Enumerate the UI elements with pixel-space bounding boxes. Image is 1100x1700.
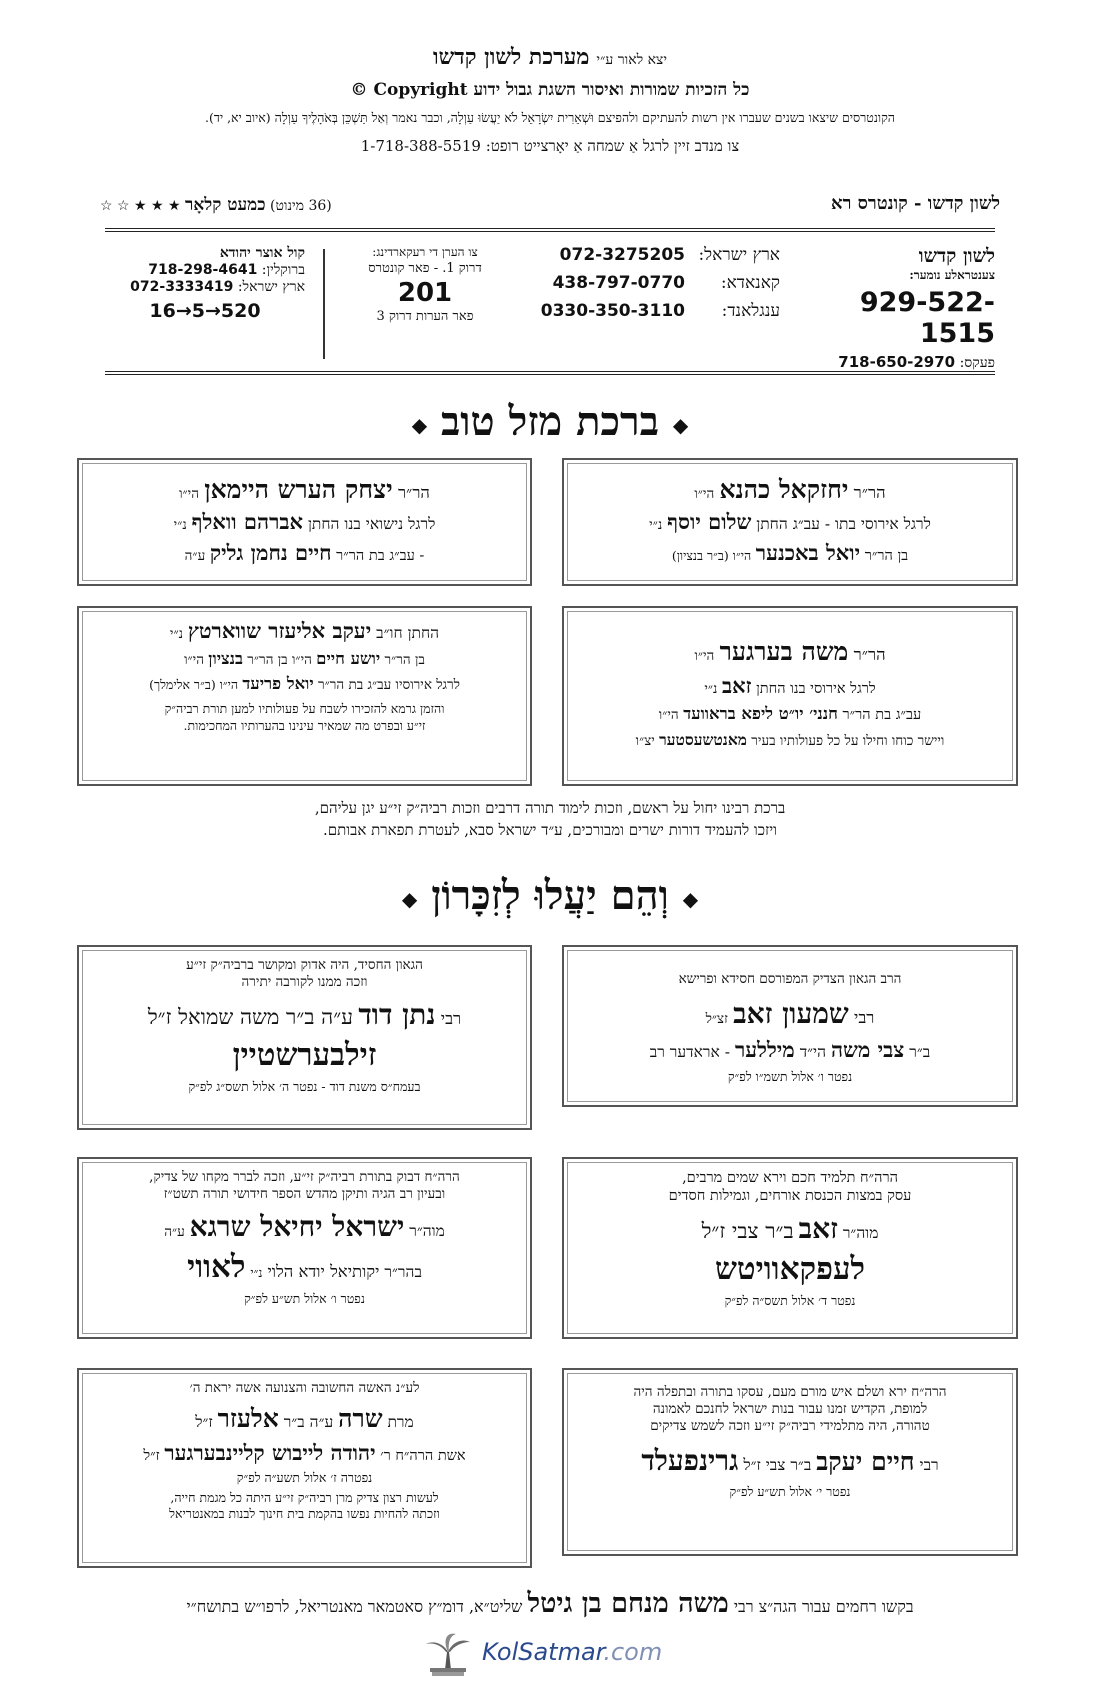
mazal-tov-title: ◆ ברכת מזל טוב ◆ [411,398,689,445]
bullet-icon: ◆ [401,887,418,911]
mazal-tov-box: החתן חו״ב יעקב אליעזר שווארטץ נ״י בן הר״ר יושע חיים הי״ו בן הר״ר בנציון הי״ו לרגל אירוסיו עב״ג בת הר״ר יואל פריעד הי״ו (ב״ר אלימלך) והזמן גרמא להזכירו לשבח על פעולותיו למען תורת רביה״ק זי״ע ובפרט מה שמאיר עינינו בהערותיו המחכימות. [77,606,532,786]
mazal-tov-box: הר״ר יחזקאל כהנא הי״ו לרגל אירוסי בתו - עב״ג החתן שלום יוסף נ״י בן הר״ר יואל באכנער הי״ו (ב״ר בנציון) [562,458,1018,586]
central-number-block: לשון קדשו צענטראלע נומער: 929-522-1515 פעקס: 718-650-2970 [805,245,995,372]
subheader [100,193,1000,219]
memorial-box: הרה״ח דבוק בתורת רביה״ק זי״ע, וזכה לברר מקחו של צדיק, ובעיון רב הגיה ותיקן מהדש הספר חידושי תורה תשט״ז מוה״ר ישראל יחיאל שרגא ע״ה בהר״ר יקותיאל יודא הלוי נ״י לאווי נפטר ו׳ אלול תש״ע לפ״ק [77,1157,532,1339]
copyright-line: כל הזכיות שמורות ואיסור השגת גבול ידוע Copyright © [350,80,750,100]
memorial-box: הגאון החסיד, היה אדוק ומקושר ברביה״ק זי״ע וזכה ממנו לקורבה יתירה רבי נתן דוד ע״ה ב״ר משה שמואל ז״ל זילבערשטיין בעמח״ס משנת דוד - נפטר ה׳ אלול תשס״ג לפ״ק [77,945,532,1130]
rating-stars: ★ ★ ★ ☆ ☆ [100,198,181,214]
booklet-number: 201 [397,278,453,308]
palm-tree-books-icon [420,1630,476,1678]
memorial-box: הרב הגאון הצדיק המפורסם חסידא ופרישא רבי שמעון זאב זצ״ל ב״ר צבי משה הי״ד מיללער - אראדער רב נפטר ו׳ אלול תשמ״ו לפ״ק [562,945,1018,1107]
country-numbers-block: ארץ ישראל: 072-3275205 קאנאדא: 438-797-0770 ענגלאנד: 0330-350-3110 [540,245,780,321]
memorial-box: לע״נ האשה החשובה והצנועה אשה יראת ה׳ מרת שרה ע״ה ב״ר אלעזר ז״ל אשת הרה״ח ר׳ יהודה לייבוש קליינבערגער ז״ל נפטרה ז׳ אלול תשע״ה לפ״ק לעשות רצון צדיק מרן רביה״ק זי״ע היתה כל מגמת חייה, וזכתה להחיות נפשו בהקמת בית חינוך לבנות במאנטריאל [77,1368,532,1568]
recording-block: צו הערן די רעקארדינג: דרוק 1. - פאר קונטרס 201 פאר הערות דרוק 3 [335,245,515,324]
bullet-icon: ◆ [682,887,699,911]
rights-notice: הקונטרסים שיצאו בשנים שעברו אין רשות להעתיקם ולהפיצם וּשְׁאֵרִית יִשְׂרָאֵל לֹא יַעֲשׂוּ עַוְלָה, וכבר נאמר וְאַל תַּשְׁכֵּן בְּאֹהָלֶיךָ עַוְלָה (איוב יא, יד). [204,110,896,125]
extension-path: 16→5→520 [149,300,261,322]
kolsatmar-logo[interactable]: KolSatmar.com [420,1630,680,1678]
booklet-title: לשון קדשו - קונטרס רא [831,193,1000,214]
mazal-tov-box: הר״ר יצחק הערש היימאן הי״ו לרגל נישואי בנו החתן אברהם וואלף נ״י - עב״ג בת הר״ר חיים נחמן גליק ע״ה [77,458,532,586]
divider [105,374,995,375]
contact-info [105,245,995,371]
memorial-box: הרה״ח תלמיד חכם וירא שמים מרבים, עסק במצות הכנסת אורחים, וגמילות חסדים מוה״ר זאב ב״ר צבי ז״ל לעפקאוויטש נפטר ד׳ אלול תשס״ה לפ״ק [562,1157,1018,1339]
mazal-tov-box: הר״ר משה בערגער הי״ו לרגל אירוסי בנו החתן זאב נ״י עב״ג בת הר״ר חנני׳ יו״ט ליפא בראוועד הי״ו ויישר כוחו וחילו על כל פעולותיו בעיר מאנטשעסטער יצ״ו [562,606,1018,786]
divider [105,371,995,372]
prayer-request: בקשו רחמים עבור הגה״צ רבי משה מנחם בן גיטל שליט״א, דומ״ץ סאטמאר מאנטריאל, לרפו״ש בתושח״י [186,1588,914,1619]
central-phone: 929-522-1515 [859,287,995,349]
divider [105,228,995,229]
difficulty-rating: (36 מינוט) כמעט קלאָר ★ ★ ★ ☆ ☆ [100,195,332,215]
divider [105,231,995,232]
vertical-divider [323,249,325,359]
bullet-icon: ◆ [672,413,689,437]
publisher-name: מערכת לשון קדשו [432,44,590,70]
blessing-paragraph: ברכת רבינו יחול על ראשם, וזכות לימוד תורה דרבים וזכות רביה״ק זי״ע יגן עליהם, ויזכו להעמיד דורות ישרים ומבורכים, ע״ד ישראל סבא, לעטרת תפארת אבותם. [314,799,786,839]
kol-otzar-block: קול אוצר יהודא ברוקלין: 718-298-4641 ארץ ישראל: 072-3333419 16→5→520 [105,245,305,322]
memorial-box: הרה״ח ירא ושלם איש מורם מעם, עסקו בתורה ובתפלה היה למופת, הקדיש זמנו עבור בנות ישראל לחנכם לאמונה טהורה, היה מתלמידי רביה״ק זי״ע וזכה לשמש צדיקים רבי חיים יעקב ב״ר צבי ז״ל גרינפעלד נפטר י׳ אלול תש״ע לפ״ק [562,1368,1018,1556]
sponsor-line: צו מנדב זיין לרגל אַ שמחה אַ יאָרצייט רופט: 1-718-388-5519 [360,137,740,155]
publisher-line: יצא לאור ע״י מערכת לשון קדשו [432,44,668,70]
bullet-icon: ◆ [411,413,428,437]
memorial-title: ◆ וְהֵם יַעֲלוּ לְזִכָּרוֹן ◆ [401,872,699,919]
